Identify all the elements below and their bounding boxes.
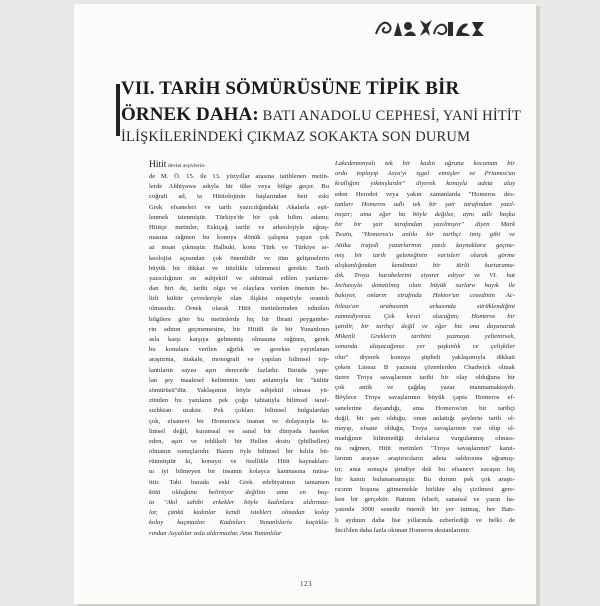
right-line: miş bir tarih geleneğinin varisleri olarak görme (335, 251, 515, 259)
book-page (74, 4, 536, 604)
lead-word: Hitit (149, 160, 167, 170)
left-line: yazıcılığının en subjektif ve sübtimal edilen yanların- (149, 274, 329, 282)
left-line: sızlıktan uzaktır. Pek çokları bilimsel bulgulardan (149, 407, 329, 415)
right-line: Twain, "Homeros'u anlıkı bir tarihçi imiş gibi ve (335, 231, 515, 239)
right-line: krallığını yıkmışlardır" diyerek konuyla adeta alay (335, 180, 515, 188)
right-line: üzere Troya savaşlarının tarihi bir olay olduğuna bir (335, 373, 515, 381)
right-line: larının arayan araştırıcıların adeta saldırısına uğramış- (335, 455, 515, 463)
left-line: asla karşı karşıya gelmemiş olmasına rağmen, gerek (149, 336, 329, 343)
left-column-first-line (149, 159, 329, 172)
left-line: limsel değil, kuramsal ve sanal bir dünyada hareket (149, 427, 329, 435)
right-line: Böylece Troya savaşlarının büyük çapta Homeros ef- (335, 394, 515, 402)
right-line: çok antik ve çağdaş yazar inanmamaktaydı. (335, 384, 515, 392)
chapter-title-line-2-rest: BATI ANADOLU CEPHESİ, YANİ HİTİT (258, 108, 522, 124)
chapter-title (121, 78, 521, 148)
right-line: değil, bir şair olduğu, onun anlattığı şeylerin tarih ol- (335, 414, 515, 422)
left-line: masına rağmen bu konuya dönük çalışma yapan çok (149, 234, 329, 242)
left-line: lantıların sayısı aşırı derecede fazladır. Burada yapı- (149, 366, 329, 374)
right-line: Attika trajedi yazarlarının yazılı kaynaklara geçme- (335, 241, 515, 249)
left-line: coğrafi ad, ta Hititolojinin başlarından beri eski (149, 193, 329, 201)
left-line: bu konulara verilen ağırlık ve gerekse yayınlanan (149, 346, 329, 354)
left-line: dan biri de, tarihi olgu ve olaylara verilen önemin be- (149, 285, 329, 293)
left-line: rından Asyalılar asla aldırmazlar. Ama Yunanlılar (149, 529, 282, 537)
right-line: bir kanıtı bulunamamıştır. Bu durum pek çok araştı- (335, 475, 515, 483)
left-line: sömürüsü"dür. Yaklaşımın böyle subjektif olması yü- (149, 386, 329, 394)
right-line: Mikenli Greklerin tarihini yazmaya yeltenirsek, (335, 333, 515, 341)
right-line: tanları Homeros adlı tek bir şair tarafından yazıl- (335, 200, 515, 208)
left-line: nı iyi bilmeyen bir insanın kolayca kanmasına müsa- (149, 468, 329, 476)
left-line: lan şey maalesef kelimenin tam anlamıyla bir "kültür (149, 376, 329, 384)
left-line: rin adının geçmemesine, bir Hititli ile bir Yunanlının (149, 325, 329, 333)
left-line: kötü olduğunu belirtiyor değilim ama en baş- (149, 488, 329, 496)
left-line: büyük bir dikkat ve titizlikle izlenmesi gerekir. Tarih (149, 264, 329, 272)
right-text-column (335, 159, 515, 536)
right-line: bakıyor, onların etrafında Hektor'un cesedinin Ac- (335, 292, 515, 300)
right-line: lı aydının daha lise yıllarında ezberlediği ve belki de (335, 516, 515, 524)
right-line: mıştır; ama eğer bu böyle değilse, aynı adlı başka (335, 210, 515, 218)
left-line: zünden bu yazıların pek çoğu tabiatıyla bilimsel taraf- (149, 397, 329, 405)
left-line: az insan çıkmıştır. Halbuki, konu Türk ve Türkiye ar- (149, 244, 329, 252)
right-line: alışkanlığından kendimizi bir türlü kurtarama- (335, 261, 515, 269)
title-rule (116, 84, 120, 136)
left-line: Grek efsaneleri ve tarih yazıcılığındaki Akalarla eşit- (149, 203, 329, 211)
right-line: sonunda ulaşacağımız yer şaşkınlık ve çelişkiler (335, 343, 515, 351)
right-line: mayıp, efsane olduğu, Troya savaşlarının var olup ol- (335, 424, 515, 432)
left-line: çok, efsanevi bir Homeros'a inanan ve dolayısıyla bi- (149, 417, 329, 425)
right-line: rıcının hoşuna gitmemekle birlikte alış çizilmesi gere- (335, 486, 515, 493)
left-line: lar, çünkü kadınlar kendi istekleri olmadan kolay (149, 509, 329, 517)
right-line: olur" diyerek konuya şüpheli yaklaşımıyla dikkati (335, 353, 515, 361)
header-ornament-icon (374, 16, 486, 40)
right-line: İncil'den daha fazla okunan Homeros destanlarının (335, 526, 469, 534)
chapter-title-line-3: İLİŞKİLERİNDEKİ ÇIKMAZ SOKAKTA SON DURUM (121, 129, 471, 145)
right-line: eden Herodot veya yakın zamanlarda "Homeros des- (335, 190, 515, 198)
left-line: olmasıdır. Örnek olarak Hitit metinlerinden edinilen (149, 305, 329, 313)
right-line: çeken Lineaz B yazısını çözenlerden Chadwick olmak (335, 363, 515, 371)
right-line: şairdir, bir tarihçi değil ve eğer biz ona dayanarak (335, 323, 515, 330)
left-line: de M. Ö. 15. ile 13. yüzyıllar arasına tarihlenen metin- (149, 173, 329, 180)
right-line: yatında 3000 senedir önemli bir yer tutmuş, her Batı- (335, 506, 515, 514)
right-line: na rağmen, Hitit metinleri "Troya savaşlarının" kanıt- (335, 445, 515, 453)
left-line: rünmüştür ki, konuyu ve özellikle Hitit kaynakları- (149, 458, 329, 466)
right-line: tır; ama sonuçta şimdiye dek bu efsanevi savaşın hiç (335, 465, 515, 473)
right-line: Lakedemonyalı tek bir kadın uğruna kocaman bir (335, 160, 515, 167)
right-line: dık. Troya harabelerini ziyaret ediyor ve VI. hat (335, 272, 515, 280)
left-line: olmanın sonuçlarıdır. Bazen öyle bilimsel bir kılıfa bü- (149, 448, 329, 456)
left-line: kolay kaçmazlar. Kadınları Yunanlılarla kaçtıkla- (149, 519, 329, 527)
page-number: 123 (300, 580, 312, 588)
right-line: sanelerine dayandığı, ama Homeros'un bir tarihçi (335, 404, 515, 412)
left-line: lenmek istenmiştir. Türkiye'de bir çok bilim adamı; (149, 213, 329, 221)
right-line: Iechasıyla donatılmış olan büyük surlara hayık ile (335, 282, 515, 290)
right-line: hileus'un arabasının arkasında sürüklendiğini (335, 302, 515, 310)
left-line: lerde Ahhiyawa adıyla bir ülke veya bölge geçer. Bu (149, 183, 329, 191)
left-line: eden, aşırı ve tehlikeli bir Hellen dostu (philhellen) (149, 437, 329, 445)
left-line: keolojisi açısından çok önemlidir ve tüm gelişmelerin (149, 254, 329, 262)
left-line: ta "Akıl sahibi erkekler böyle kadınlara aldırmaz- (149, 499, 329, 506)
left-line: Hititçe metinler, Eskiçağ tarihi ve arkeolojiyle uğraş- (149, 223, 329, 231)
chapter-title-line-1: VII. TARİH SÖMÜRÜSÜNE TİPİK BİR (121, 78, 460, 99)
chapter-title-line-2-bold: ÖRNEK DAHA: (121, 104, 259, 125)
lead-line-rest: devlet arşivlerin- (166, 163, 206, 169)
left-line: araştırma, makale, monografi ve yapılan bilimsel top- (149, 356, 329, 364)
left-text-column (149, 159, 329, 539)
chapter-title-line-2 (121, 99, 521, 127)
left-line: lirli kültür çevreleriyle olan ilişkisi nispetiyle orantılı (149, 295, 329, 303)
right-line: zannediyoruz. Çok kırıcı olacağım; Homeros bir (335, 312, 515, 320)
right-line: ordu toplayıp Asya'yı işgal etmişler ve Priamos'un (335, 170, 515, 178)
left-line: ittir. Tabi burada eski Grek edebiyatının tamamen (149, 478, 329, 486)
right-line: madığının bilinmediği defalarca vurgulanmış olması- (335, 435, 515, 443)
right-line: ken bir gerçektir. Batının felsefi, sanatsal ve yazın ha- (335, 496, 515, 504)
left-line: bilgilere göre bu metinlerde hiç bir İbrani peygambe- (149, 315, 329, 323)
right-line: bir bir şair tarafından yazılmıştır" diyen Mark (335, 221, 515, 229)
